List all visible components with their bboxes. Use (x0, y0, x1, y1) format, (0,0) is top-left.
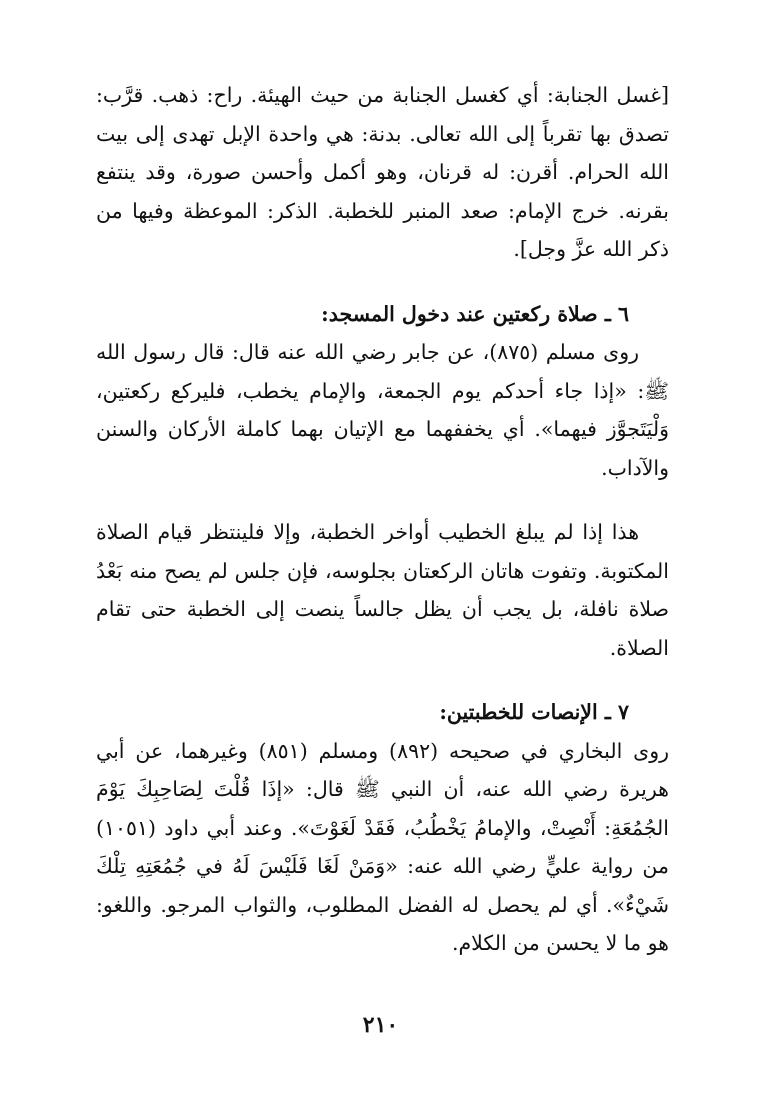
section-spacer (96, 269, 669, 295)
page-body (96, 76, 669, 963)
section-6-paragraph-2: هذا إذا لم يبلغ الخطيب أواخر الخطبة، وإلا فلينتظر قيام الصلاة المكتوبة. وتفوت هاتان الركعتان بجلوسه، فإن جلس لم يصح منه بَعْدُ صلاة نافلة، بل يجب أن يظل جالساً ينصت إلى الخطبة حتى تقام الصلاة. (96, 520, 669, 660)
section-spacer (96, 667, 669, 693)
section-6-paragraph-1: روى مسلم (٨٧٥)، عن جابر رضي الله عنه قال: قال رسول الله ﷺ: «إذا جاء أحدكم يوم الجمعة، والإمام يخطب، فليركع ركعتين، وَلْيَتَجوَّز فيهما». أي يخففهما مع الإتيان بهما كاملة الأركان والسنن والآداب. (96, 340, 669, 480)
section-7-heading: ٧ ـ الإنصات للخطبتين: (439, 700, 629, 724)
section-6-heading: ٦ ـ صلاة ركعتين عند دخول المسجد: (321, 301, 629, 326)
section-7-paragraph-1: روى البخاري في صحيحه (٨٩٢) ومسلم (٨٥١) وغيرهما، عن أبي هريرة رضي الله عنه، أن النبي ﷺ قال: «إذَا قُلْتَ لِصَاحِبِكَ يَوْمَ الجُمُعَةِ: أَنْصِتْ، والإمامُ يَخْطُبُ، فَقَدْ لَغَوْتَ». وعند أبي داود (١٠٥١) من رواية عليٍّ رضي الله عنه: «وَمَنْ لَغَا فَلَيْسَ لَهُ في جُمُعَتِهِ تِلْكَ شَيْءٌ». أي لم يحصل له الفضل المطلوب، والثواب المرجو. واللغو: هو ما لا يحسن من الكلام. (96, 738, 669, 955)
paragraph-spacer (96, 487, 669, 513)
page-number: ٢١٠ (362, 1012, 399, 1038)
gloss-paragraph: [غسل الجنابة: أي كغسل الجنابة من حيث الهيئة. راح: ذهب. قرَّب: تصدق بها تقرباً إلى الله تعالى. بدنة: هي واحدة الإبل تهدى إلى بيت الله الحرام. أقرن: له قرنان، وهو أكمل وأحسن صورة، وقد ينتفع بقرنه. خرج الإمام: صعد المنبر للخطبة. الذكر: الموعظة وفيها من ذكر الله عزَّ وجل]. (96, 83, 669, 261)
